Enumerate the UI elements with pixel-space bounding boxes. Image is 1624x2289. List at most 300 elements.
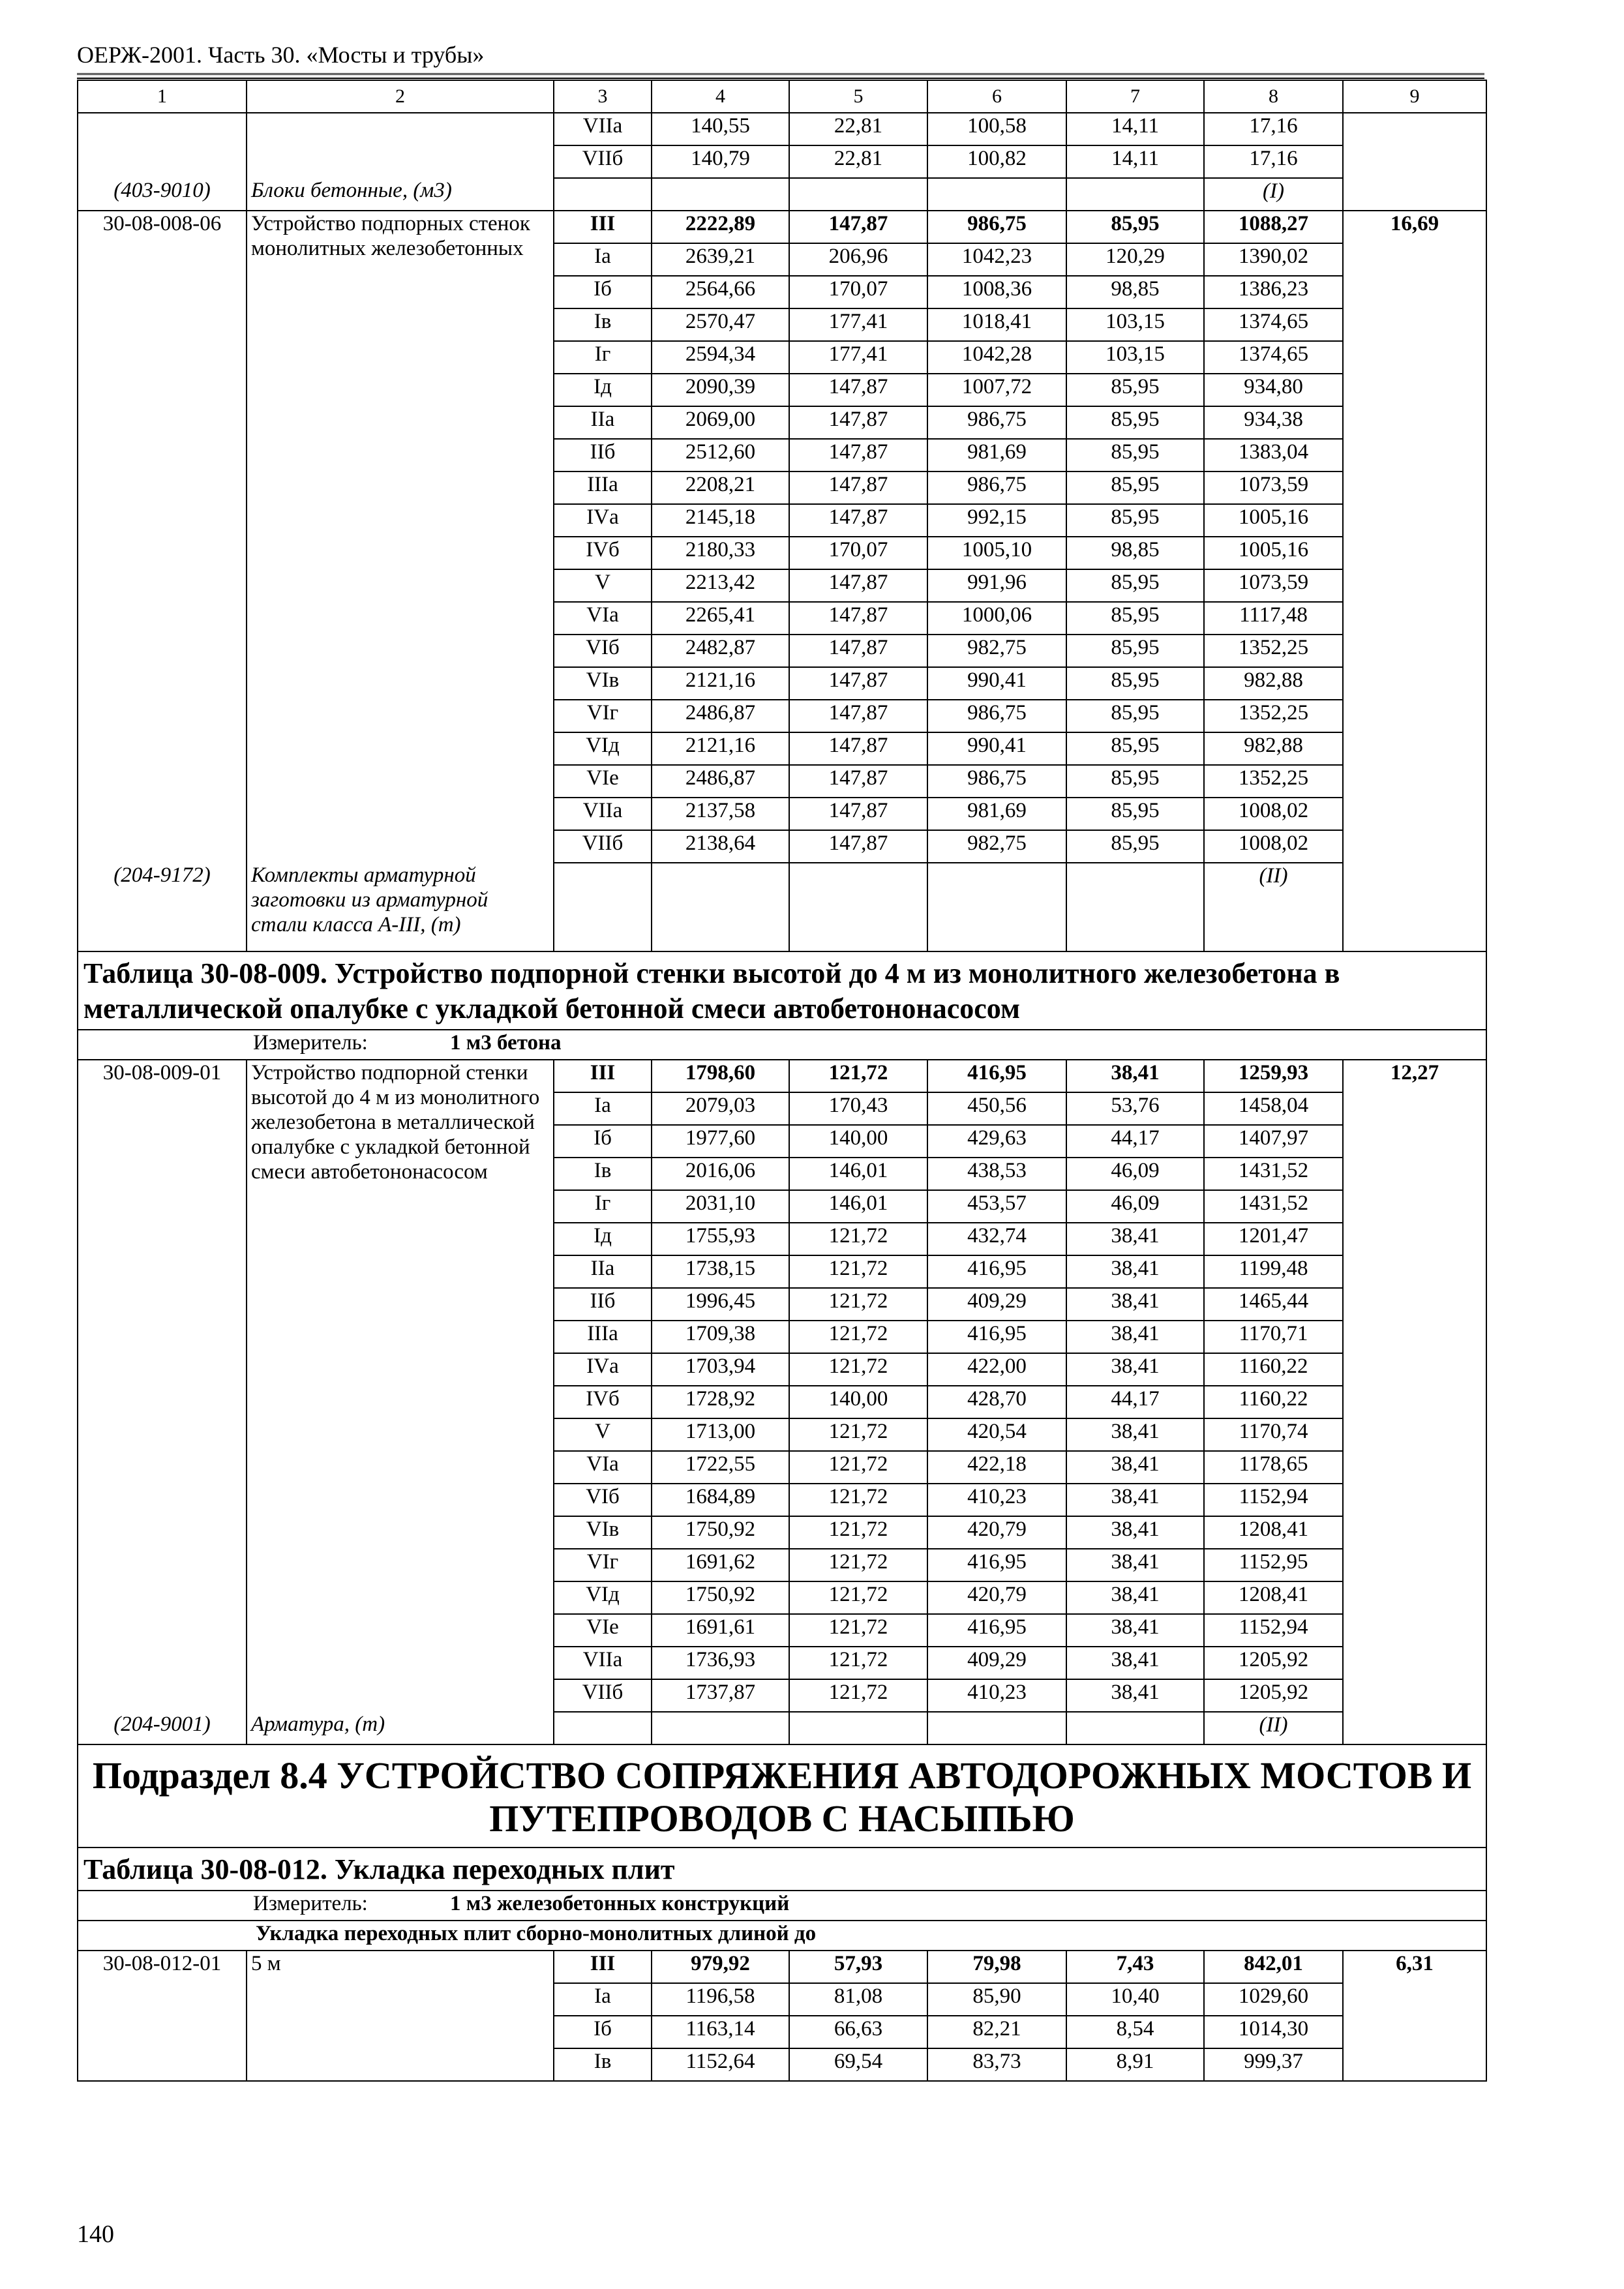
value-cell: 2079,03 (652, 1092, 789, 1125)
zone-cell: IIб (554, 439, 652, 471)
resource-value-cell: (II) (1204, 863, 1343, 951)
value-cell: 38,41 (1066, 1418, 1204, 1451)
empty-cell (927, 178, 1066, 211)
value-cell: 147,87 (789, 439, 927, 471)
value-cell: 986,75 (927, 700, 1066, 732)
value-cell: 1005,16 (1204, 504, 1343, 537)
value-cell: 1160,22 (1204, 1353, 1343, 1386)
value-cell: 38,41 (1066, 1288, 1204, 1321)
value-cell: 1431,52 (1204, 1190, 1343, 1223)
value-cell: 1977,60 (652, 1125, 789, 1158)
zone-cell: Iг (554, 341, 652, 374)
value-cell: 53,76 (1066, 1092, 1204, 1125)
rates-table-body (78, 80, 1486, 2081)
value-cell: 2486,87 (652, 765, 789, 798)
zone-cell: V (554, 1418, 652, 1451)
value-cell: 1042,28 (927, 341, 1066, 374)
value-cell: 121,72 (789, 1549, 927, 1581)
value-cell: 1196,58 (652, 1983, 789, 2016)
value-cell: 1431,52 (1204, 1158, 1343, 1190)
value-cell: 140,00 (789, 1125, 927, 1158)
value-cell: 1073,59 (1204, 471, 1343, 504)
value-cell: 1000,06 (927, 602, 1066, 635)
value-cell: 38,41 (1066, 1223, 1204, 1255)
value-cell: 934,38 (1204, 406, 1343, 439)
value-cell: 69,54 (789, 2048, 927, 2081)
value-cell: 177,41 (789, 308, 927, 341)
value-cell: 1386,23 (1204, 276, 1343, 308)
value-cell: 140,79 (652, 145, 789, 178)
value-cell: 121,72 (789, 1614, 927, 1647)
value-cell: 85,95 (1066, 765, 1204, 798)
value-cell: 416,95 (927, 1549, 1066, 1581)
column-number-row (78, 80, 1486, 113)
zone-cell: Iг (554, 1190, 652, 1223)
value-cell: 121,72 (789, 1484, 927, 1516)
value-cell: 121,72 (789, 1516, 927, 1549)
value-cell: 85,95 (1066, 504, 1204, 537)
table-row (78, 211, 1486, 243)
value-cell: 85,90 (927, 1983, 1066, 2016)
zone-cell: IVа (554, 504, 652, 537)
column-number-cell: 5 (789, 80, 927, 113)
column-number-cell: 1 (78, 80, 247, 113)
value-cell: 147,87 (789, 700, 927, 732)
zone-cell: VIд (554, 732, 652, 765)
resource-code-cell: (403-9010) (78, 178, 247, 211)
rate-code-cell (78, 113, 247, 178)
resource-name-cell: Комплекты арматурной заготовки из арматурной стали класса А-III, (т) (247, 863, 554, 951)
value-cell: 82,21 (927, 2016, 1066, 2048)
value-cell: 147,87 (789, 374, 927, 406)
value-cell: 934,80 (1204, 374, 1343, 406)
value-cell: 1709,38 (652, 1321, 789, 1353)
value-cell: 85,95 (1066, 602, 1204, 635)
zone-cell: IIIа (554, 1321, 652, 1353)
column-number-cell: 8 (1204, 80, 1343, 113)
value-cell: 98,85 (1066, 276, 1204, 308)
column-number-cell: 6 (927, 80, 1066, 113)
value-cell: 1722,55 (652, 1451, 789, 1484)
zone-cell: IIIа (554, 471, 652, 504)
value-cell: 120,29 (1066, 243, 1204, 276)
zone-cell: Iд (554, 1223, 652, 1255)
zone-cell: IIб (554, 1288, 652, 1321)
value-cell: 147,87 (789, 504, 927, 537)
value-cell: 85,95 (1066, 211, 1204, 243)
value-cell: 38,41 (1066, 1255, 1204, 1288)
value-cell: 1352,25 (1204, 700, 1343, 732)
zone-cell: VIг (554, 700, 652, 732)
value-cell: 2486,87 (652, 700, 789, 732)
value-cell: 38,41 (1066, 1581, 1204, 1614)
rate-description-cell: Устройство подпорных стенок монолитных железобетонных (247, 211, 554, 863)
table-title-cell: Таблица 30-08-012. Укладка переходных плит (78, 1848, 1486, 1891)
zone-cell: VIа (554, 602, 652, 635)
norm-cell: 6,31 (1343, 1951, 1486, 2081)
value-cell: 1465,44 (1204, 1288, 1343, 1321)
rates-table (77, 80, 1487, 2082)
value-cell: 1736,93 (652, 1647, 789, 1679)
value-cell: 2090,39 (652, 374, 789, 406)
value-cell: 1205,92 (1204, 1679, 1343, 1712)
value-cell: 146,01 (789, 1190, 927, 1223)
value-cell: 986,75 (927, 471, 1066, 504)
resource-code-cell: (204-9172) (78, 863, 247, 951)
value-cell: 103,15 (1066, 341, 1204, 374)
value-cell: 85,95 (1066, 439, 1204, 471)
zone-cell: Iб (554, 2016, 652, 2048)
column-number-cell: 3 (554, 80, 652, 113)
value-cell: 1005,16 (1204, 537, 1343, 569)
value-cell: 147,87 (789, 211, 927, 243)
value-cell: 79,98 (927, 1951, 1066, 1983)
empty-cell (789, 863, 927, 951)
value-cell: 2208,21 (652, 471, 789, 504)
empty-cell (1066, 178, 1204, 211)
empty-cell (554, 178, 652, 211)
value-cell: 81,08 (789, 1983, 927, 2016)
value-cell: 982,88 (1204, 667, 1343, 700)
value-cell: 2564,66 (652, 276, 789, 308)
value-cell: 1684,89 (652, 1484, 789, 1516)
value-cell: 2213,42 (652, 569, 789, 602)
value-cell: 7,43 (1066, 1951, 1204, 1983)
value-cell: 1008,36 (927, 276, 1066, 308)
zone-cell: VIв (554, 1516, 652, 1549)
value-cell: 38,41 (1066, 1647, 1204, 1679)
zone-cell: VIIа (554, 798, 652, 830)
value-cell: 453,57 (927, 1190, 1066, 1223)
value-cell: 2121,16 (652, 667, 789, 700)
value-cell: 1152,64 (652, 2048, 789, 2081)
value-cell: 38,41 (1066, 1353, 1204, 1386)
value-cell: 410,23 (927, 1484, 1066, 1516)
zone-cell: VIIа (554, 113, 652, 145)
subsection-title-cell: Подраздел 8.4 УСТРОЙСТВО СОПРЯЖЕНИЯ АВТОДОРОЖНЫХ МОСТОВ И ПУТЕПРОВОДОВ С НАСЫПЬЮ (78, 1744, 1486, 1848)
meter-value: 1 м3 железобетонных конструкций (450, 1892, 790, 1915)
subsection-title (78, 1744, 1486, 1848)
value-cell: 1458,04 (1204, 1092, 1343, 1125)
value-cell: 1008,02 (1204, 830, 1343, 863)
value-cell: 147,87 (789, 471, 927, 504)
value-cell: 170,43 (789, 1092, 927, 1125)
zone-cell: IIа (554, 406, 652, 439)
zone-cell: Iа (554, 1983, 652, 2016)
value-cell: 8,54 (1066, 2016, 1204, 2048)
value-cell: 2639,21 (652, 243, 789, 276)
value-cell: 38,41 (1066, 1549, 1204, 1581)
empty-cell (1066, 1712, 1204, 1744)
value-cell: 2137,58 (652, 798, 789, 830)
value-cell: 1728,92 (652, 1386, 789, 1418)
zone-cell: VIIб (554, 1679, 652, 1712)
value-cell: 121,72 (789, 1353, 927, 1386)
value-cell: 982,75 (927, 830, 1066, 863)
value-cell: 2222,89 (652, 211, 789, 243)
zone-cell: Iб (554, 276, 652, 308)
value-cell: 1163,14 (652, 2016, 789, 2048)
resource-row (78, 178, 1486, 211)
value-cell: 422,00 (927, 1353, 1066, 1386)
value-cell: 121,72 (789, 1321, 927, 1353)
value-cell: 986,75 (927, 765, 1066, 798)
value-cell: 409,29 (927, 1288, 1066, 1321)
value-cell: 416,95 (927, 1255, 1066, 1288)
meter-row-cell (78, 1891, 1486, 1921)
value-cell: 100,82 (927, 145, 1066, 178)
value-cell: 1691,61 (652, 1614, 789, 1647)
column-number-cell: 7 (1066, 80, 1204, 113)
value-cell: 1199,48 (1204, 1255, 1343, 1288)
page-header: ОЕРЖ-2001. Часть 30. «Мосты и трубы» (77, 40, 1484, 75)
rate-description-cell: Устройство подпорной стенки высотой до 4 м из монолитного железобетона в металлической опалубке с укладкой бетонной смеси автобетононасосом (247, 1060, 554, 1712)
value-cell: 147,87 (789, 798, 927, 830)
value-cell: 2180,33 (652, 537, 789, 569)
zone-cell: VIв (554, 667, 652, 700)
zone-cell: Iв (554, 1158, 652, 1190)
value-cell: 982,75 (927, 635, 1066, 667)
table-title-cell: Таблица 30-08-009. Устройство подпорной стенки высотой до 4 м из монолитного железобетона в металлической опалубке с укладкой бетонной смеси автобетононасосом (78, 951, 1486, 1030)
value-cell: 177,41 (789, 341, 927, 374)
zone-cell: III (554, 211, 652, 243)
value-cell: 121,72 (789, 1451, 927, 1484)
zone-cell: IVа (554, 1353, 652, 1386)
value-cell: 1042,23 (927, 243, 1066, 276)
value-cell: 85,95 (1066, 374, 1204, 406)
value-cell: 1713,00 (652, 1418, 789, 1451)
value-cell: 981,69 (927, 798, 1066, 830)
value-cell: 1996,45 (652, 1288, 789, 1321)
empty-cell (927, 1712, 1066, 1744)
value-cell: 121,72 (789, 1060, 927, 1092)
value-cell: 147,87 (789, 732, 927, 765)
value-cell: 1205,92 (1204, 1647, 1343, 1679)
zone-cell: Iа (554, 243, 652, 276)
value-cell: 2145,18 (652, 504, 789, 537)
value-cell: 147,87 (789, 406, 927, 439)
value-cell: 416,95 (927, 1060, 1066, 1092)
value-cell: 1170,74 (1204, 1418, 1343, 1451)
value-cell: 2138,64 (652, 830, 789, 863)
resource-row (78, 863, 1486, 951)
value-cell: 22,81 (789, 113, 927, 145)
value-cell: 170,07 (789, 276, 927, 308)
empty-cell (789, 1712, 927, 1744)
value-cell: 121,72 (789, 1647, 927, 1679)
zone-cell: VIе (554, 1614, 652, 1647)
value-cell: 2031,10 (652, 1190, 789, 1223)
resource-value-cell: (II) (1204, 1712, 1343, 1744)
value-cell: 147,87 (789, 602, 927, 635)
value-cell: 121,72 (789, 1679, 927, 1712)
value-cell: 1259,93 (1204, 1060, 1343, 1092)
empty-cell (554, 1712, 652, 1744)
column-number-cell: 2 (247, 80, 554, 113)
resource-row (78, 1712, 1486, 1744)
value-cell: 992,15 (927, 504, 1066, 537)
value-cell: 85,95 (1066, 700, 1204, 732)
value-cell: 1703,94 (652, 1353, 789, 1386)
value-cell: 57,93 (789, 1951, 927, 1983)
empty-cell (652, 1712, 789, 1744)
value-cell: 1750,92 (652, 1516, 789, 1549)
value-cell: 991,96 (927, 569, 1066, 602)
value-cell: 1407,97 (1204, 1125, 1343, 1158)
value-cell: 990,41 (927, 667, 1066, 700)
zone-cell: III (554, 1951, 652, 1983)
value-cell: 1152,94 (1204, 1484, 1343, 1516)
norm-cell: 12,27 (1343, 1060, 1486, 1712)
value-cell: 450,56 (927, 1092, 1066, 1125)
value-cell: 2482,87 (652, 635, 789, 667)
value-cell: 1374,65 (1204, 341, 1343, 374)
value-cell: 147,87 (789, 635, 927, 667)
value-cell: 121,72 (789, 1255, 927, 1288)
value-cell: 986,75 (927, 211, 1066, 243)
value-cell: 1018,41 (927, 308, 1066, 341)
value-cell: 1750,92 (652, 1581, 789, 1614)
rate-description-cell: 5 м (247, 1951, 554, 2081)
resource-value-cell: (I) (1204, 178, 1343, 211)
value-cell: 14,11 (1066, 145, 1204, 178)
value-cell: 8,91 (1066, 2048, 1204, 2081)
value-cell: 432,74 (927, 1223, 1066, 1255)
empty-cell (652, 178, 789, 211)
zone-cell: VIIб (554, 145, 652, 178)
column-number-cell: 9 (1343, 80, 1486, 113)
zone-cell: VIд (554, 1581, 652, 1614)
value-cell: 44,17 (1066, 1125, 1204, 1158)
value-cell: 1178,65 (1204, 1451, 1343, 1484)
value-cell: 1170,71 (1204, 1321, 1343, 1353)
empty-cell (652, 863, 789, 951)
table-subheading-cell: Укладка переходных плит сборно-монолитных длиной до (78, 1921, 1486, 1951)
table-row (78, 113, 1486, 145)
meter-label: Измеритель: (253, 1031, 368, 1055)
empty-cell (1343, 178, 1486, 211)
value-cell: 420,79 (927, 1516, 1066, 1549)
value-cell: 121,72 (789, 1581, 927, 1614)
value-cell: 2069,00 (652, 406, 789, 439)
value-cell: 2121,16 (652, 732, 789, 765)
empty-cell (1343, 863, 1486, 951)
value-cell: 206,96 (789, 243, 927, 276)
value-cell: 121,72 (789, 1288, 927, 1321)
meter-row (78, 1030, 1486, 1060)
value-cell: 17,16 (1204, 113, 1343, 145)
value-cell: 1737,87 (652, 1679, 789, 1712)
value-cell: 146,01 (789, 1158, 927, 1190)
norm-cell: 16,69 (1343, 211, 1486, 863)
value-cell: 1738,15 (652, 1255, 789, 1288)
value-cell: 1352,25 (1204, 635, 1343, 667)
value-cell: 1160,22 (1204, 1386, 1343, 1418)
rate-description-cell (247, 113, 554, 178)
zone-cell: VIе (554, 765, 652, 798)
value-cell: 147,87 (789, 830, 927, 863)
value-cell: 999,37 (1204, 2048, 1343, 2081)
value-cell: 979,92 (652, 1951, 789, 1983)
value-cell: 422,18 (927, 1451, 1066, 1484)
value-cell: 38,41 (1066, 1451, 1204, 1484)
value-cell: 1798,60 (652, 1060, 789, 1092)
value-cell: 438,53 (927, 1158, 1066, 1190)
value-cell: 46,09 (1066, 1158, 1204, 1190)
value-cell: 1005,10 (927, 537, 1066, 569)
value-cell: 147,87 (789, 667, 927, 700)
value-cell: 121,72 (789, 1418, 927, 1451)
rate-code-cell: 30-08-009-01 (78, 1060, 247, 1712)
value-cell: 85,95 (1066, 406, 1204, 439)
rate-code-cell: 30-08-012-01 (78, 1951, 247, 2081)
zone-cell: VIIа (554, 1647, 652, 1679)
value-cell: 1383,04 (1204, 439, 1343, 471)
value-cell: 1374,65 (1204, 308, 1343, 341)
value-cell: 2594,34 (652, 341, 789, 374)
value-cell: 38,41 (1066, 1516, 1204, 1549)
value-cell: 147,87 (789, 569, 927, 602)
value-cell: 147,87 (789, 765, 927, 798)
value-cell: 85,95 (1066, 798, 1204, 830)
value-cell: 1014,30 (1204, 2016, 1343, 2048)
value-cell: 986,75 (927, 406, 1066, 439)
value-cell: 38,41 (1066, 1060, 1204, 1092)
value-cell: 14,11 (1066, 113, 1204, 145)
meter-row (78, 1891, 1486, 1921)
empty-cell (1066, 863, 1204, 951)
zone-cell: IVб (554, 1386, 652, 1418)
value-cell: 1007,72 (927, 374, 1066, 406)
value-cell: 982,88 (1204, 732, 1343, 765)
value-cell: 428,70 (927, 1386, 1066, 1418)
value-cell: 1008,02 (1204, 798, 1343, 830)
value-cell: 1117,48 (1204, 602, 1343, 635)
value-cell: 2570,47 (652, 308, 789, 341)
value-cell: 38,41 (1066, 1321, 1204, 1353)
value-cell: 38,41 (1066, 1484, 1204, 1516)
value-cell: 1352,25 (1204, 765, 1343, 798)
zone-cell: V (554, 569, 652, 602)
value-cell: 98,85 (1066, 537, 1204, 569)
value-cell: 1152,95 (1204, 1549, 1343, 1581)
resource-code-cell: (204-9001) (78, 1712, 247, 1744)
table-row (78, 1951, 1486, 1983)
zone-cell: Iв (554, 308, 652, 341)
zone-cell: Iд (554, 374, 652, 406)
value-cell: 66,63 (789, 2016, 927, 2048)
value-cell: 85,95 (1066, 635, 1204, 667)
value-cell: 429,63 (927, 1125, 1066, 1158)
empty-cell (789, 178, 927, 211)
zone-cell: IIа (554, 1255, 652, 1288)
meter-row-cell (78, 1030, 1486, 1060)
value-cell: 83,73 (927, 2048, 1066, 2081)
value-cell: 1208,41 (1204, 1581, 1343, 1614)
value-cell: 103,15 (1066, 308, 1204, 341)
meter-value: 1 м3 бетона (450, 1031, 562, 1055)
table-subheading (78, 1921, 1486, 1951)
column-number-cell: 4 (652, 80, 789, 113)
value-cell: 22,81 (789, 145, 927, 178)
resource-name-cell: Блоки бетонные, (м3) (247, 178, 554, 211)
value-cell: 990,41 (927, 732, 1066, 765)
rate-code-cell: 30-08-008-06 (78, 211, 247, 863)
value-cell: 842,01 (1204, 1951, 1343, 1983)
zone-cell: VIа (554, 1451, 652, 1484)
value-cell: 85,95 (1066, 732, 1204, 765)
value-cell: 100,58 (927, 113, 1066, 145)
